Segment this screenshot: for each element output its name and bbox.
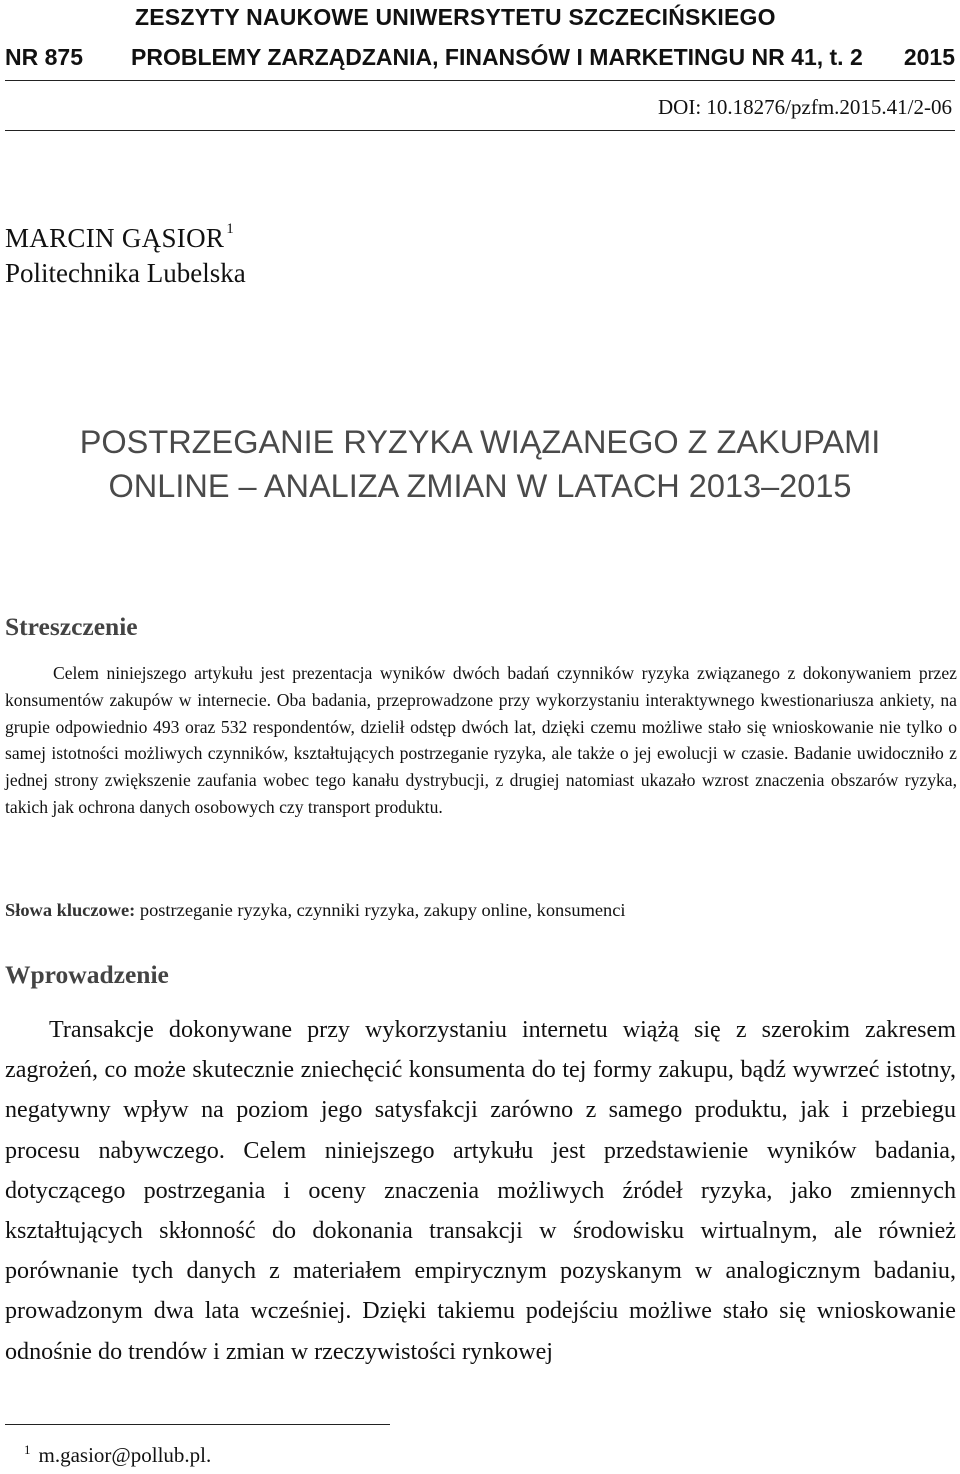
- introduction-text: Transakcje dokonywane przy wykorzystaniu internetu wiążą się z szerokim zakresem zagrożeń, co może skutecznie zniechęcić konsumenta do tej formy zakupu, bądź wywrzeć istotny, negatywny wpływ na poziom jego satysfakcji zarówno z samego produktu, jak i przebiegu procesu nabywczego. Celem niniejszego artykułu jest przedstawienie wyników badania, dotyczącego postrzegania i oceny znaczenia możliwych źródeł ryzyka, jako zmiennych kształtujących skłonność do dokonania transakcji w środowisku wirtualnym, ale również porównanie tych danych z materiałem empirycznym pozyskanym w analogicznym badaniu, prowadzonym dwa lata wcześniej. Dzięki takiemu podejściu możliwe stało się wnioskowanie odnośnie do trendów i zmian w rzeczywistości rynkowej: [5, 1017, 956, 1365]
- footnote-divider: [5, 1424, 390, 1425]
- abstract-text: Celem niniejszego artykułu jest prezentacja wyników dwóch badań czynników ryzyka związanego z dokonywaniem przez konsumentów zakupów w internecie. Oba badania, przeprowadzone przy wykorzystaniu interaktywnego kwestionariusza ankiety, na grupie odpowiednio 493 oraz 532 respondentów, dzielił odstęp dwóch lat, dzięki czemu możliwe stało się wnioskowanie nie tylko o samej istotności możliwych czynników, kształtujących postrzeganie ryzyka, ale także o jej ewolucji w czasie. Badanie uwidoczniło z jednej strony zwiększenie zaufania wobec tego kanału dystrybucji, z drugiej natomiast ukazało wzrost znaczenia obszarów ryzyka, takich jak ochrona danych osobowych czy transport produktu.: [5, 663, 957, 817]
- footnote-mark: 1: [24, 1442, 31, 1457]
- author-affiliation: Politechnika Lubelska: [5, 258, 246, 288]
- journal-name: ZESZYTY NAUKOWE UNIWERSYTETU SZCZECIŃSKIEGO: [135, 4, 776, 30]
- article-title-line-1: POSTRZEGANIE RYZYKA WIĄZANEGO Z ZAKUPAMI: [79, 424, 881, 460]
- issue-number: NR 875: [5, 44, 83, 70]
- journal-series-line: [5, 44, 955, 71]
- article-title-line-2: ONLINE – ANALIZA ZMIAN W LATACH 2013–2015: [108, 468, 852, 504]
- keywords-text: postrzeganie ryzyka, czynniki ryzyka, zakupy online, konsumenci: [139, 900, 626, 920]
- introduction-heading: Wprowadzenie: [5, 960, 169, 989]
- author-name: [5, 223, 234, 254]
- series-name: PROBLEMY ZARZĄDZANIA, FINANSÓW I MARKETINGU NR 41, t. 2: [131, 44, 863, 70]
- footnote: [24, 1443, 211, 1468]
- header-divider-top: [5, 80, 955, 81]
- author-name-text: MARCIN GĄSIOR: [5, 223, 225, 253]
- issue-year: 2015: [903, 44, 955, 70]
- abstract-heading: Streszczenie: [5, 612, 138, 641]
- header-divider-bottom: [5, 130, 955, 131]
- keywords: [5, 900, 626, 921]
- author-footnote-mark: 1: [226, 221, 234, 237]
- keywords-label: Słowa kluczowe:: [5, 900, 136, 920]
- doi: DOI: 10.18276/pzfm.2015.41/2-06: [658, 95, 952, 119]
- footnote-email: m.gasior@pollub.pl.: [38, 1443, 212, 1467]
